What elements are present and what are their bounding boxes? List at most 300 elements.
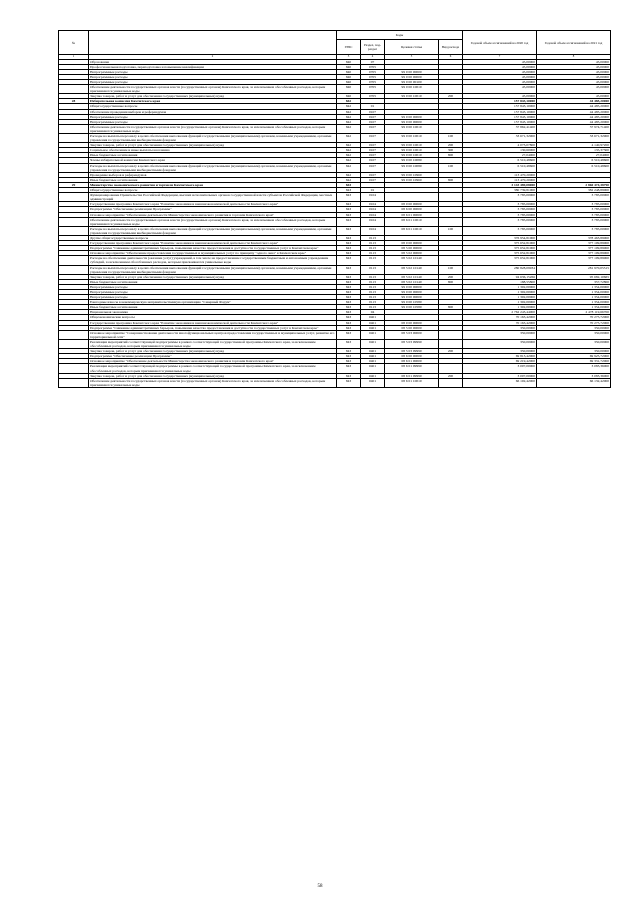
row-amount-2020: 45,00000 <box>463 64 537 69</box>
row-amount-2020: 157 843,10000 <box>463 119 537 124</box>
row-amount-2021: 135,37300 <box>537 148 611 153</box>
row-razdel: 0107 <box>361 153 385 158</box>
row-grbs: 842 <box>337 109 361 114</box>
row-amount-2021: 45,00000 <box>537 64 611 69</box>
row-expense-type: 800 <box>439 305 463 310</box>
row-expense-type <box>439 330 463 339</box>
row-expense-type: 200 <box>439 94 463 99</box>
row-target-article <box>385 193 439 202</box>
row-number <box>59 134 89 143</box>
row-name: Проведение выборов и референдумов <box>89 172 337 177</box>
row-grbs: 842 <box>337 148 361 153</box>
row-amount-2021: 37 974,71400 <box>537 124 611 133</box>
row-target-article: 99 0 00 00000 <box>385 290 439 295</box>
row-amount-2021: 1 354,00000 <box>537 300 611 305</box>
row-name: Основное мероприятие "Обеспечение деятельности Министерства экономического развития и торговли Камчатского края" <box>89 212 337 217</box>
row-amount-2021: 3 785,00000 <box>537 212 611 217</box>
row-amount-2021: 1 354,00000 <box>537 290 611 295</box>
row-number <box>59 226 89 235</box>
row-amount-2021: 69 331,72000 <box>537 359 611 364</box>
row-grbs: 840 <box>337 74 361 79</box>
row-grbs: 843 <box>337 241 361 246</box>
row-number <box>59 378 89 387</box>
row-amount-2020: 4 073,07800 <box>463 143 537 148</box>
row-expense-type: 300 <box>439 148 463 153</box>
row-name: Обеспечение деятельности государственных органов власти (государственных органов) Камчатского края, за исключением обособленных расходов, которым присваиваются уникальные коды <box>89 85 337 94</box>
row-amount-2021: 70 275,72000 <box>537 315 611 320</box>
row-name: Закупка товаров, работ и услуг для обеспечения государственных (муниципальных) нужд <box>89 274 337 279</box>
row-amount-2020: 350,00000 <box>463 339 537 348</box>
row-grbs: 842 <box>337 134 361 143</box>
row-amount-2021: 357,72800 <box>537 279 611 284</box>
row-amount-2021: 45,00000 <box>537 69 611 74</box>
row-amount-2020: 1 302,00000 <box>463 305 537 310</box>
row-number <box>59 217 89 226</box>
row-number <box>59 256 89 265</box>
table-row <box>59 163 611 172</box>
row-razdel: 0107 <box>361 114 385 119</box>
row-razdel: 0401 <box>361 330 385 339</box>
table-row <box>59 134 611 143</box>
row-razdel: 0113 <box>361 279 385 284</box>
row-amount-2021: 70 275,72000 <box>537 320 611 325</box>
row-amount-2020: 69 219,42000 <box>463 359 537 364</box>
row-target-article: 99 0 00 10010 <box>385 148 439 153</box>
row-amount-2020: 37 862,41400 <box>463 124 537 133</box>
row-expense-type <box>439 364 463 373</box>
row-amount-2021: 350,00000 <box>537 330 611 339</box>
row-name: Непрограммные расходы <box>89 295 337 300</box>
row-razdel: 0107 <box>361 143 385 148</box>
row-amount-2021: 1 354,00000 <box>537 305 611 310</box>
row-amount-2021: 377 109,89000 <box>537 256 611 265</box>
row-razdel: 0107 <box>361 119 385 124</box>
row-grbs: 843 <box>337 373 361 378</box>
row-amount-2020: 375 652,81000 <box>463 241 537 246</box>
column-index: 8 <box>537 55 611 60</box>
header-grbs: ГРБС <box>337 40 361 55</box>
table-row <box>59 265 611 274</box>
row-expense-type: 200 <box>439 143 463 148</box>
row-amount-2021: 377 109,89000 <box>537 246 611 251</box>
row-name: Расходы на выплаты персоналу в целях обеспечения выполнения функций государственными (муниципальными) органами, казенными учреждениями, органами управления государственными внебюджетными фондами <box>89 265 337 274</box>
row-number <box>59 330 89 339</box>
table-row <box>59 85 611 94</box>
row-razdel: 0104 <box>361 217 385 226</box>
row-amount-2020: 3 785,00000 <box>463 226 537 235</box>
row-razdel: 0104 <box>361 226 385 235</box>
row-grbs: 840 <box>337 94 361 99</box>
row-target-article: 08 0 00 00000 <box>385 241 439 246</box>
row-razdel: 0705 <box>361 64 385 69</box>
row-grbs: 843 <box>337 284 361 289</box>
row-name: Иные бюджетные ассигнования <box>89 153 337 158</box>
row-amount-2020: 3 143 489,08000 <box>463 182 537 187</box>
row-grbs: 843 <box>337 256 361 265</box>
row-grbs: 842 <box>337 124 361 133</box>
row-grbs: 843 <box>337 207 361 212</box>
row-grbs: 842 <box>337 177 361 182</box>
row-amount-2020: 157 843,10000 <box>463 109 537 114</box>
row-target-article: 08 5 00 00000 <box>385 246 439 251</box>
row-razdel: 0107 <box>361 148 385 153</box>
row-grbs: 843 <box>337 320 361 325</box>
table-row <box>59 330 611 339</box>
row-grbs: 843 <box>337 310 361 315</box>
column-index: 7 <box>463 55 537 60</box>
table-body <box>59 59 611 387</box>
row-amount-2020: 157 843,10000 <box>463 114 537 119</box>
row-expense-type <box>439 193 463 202</box>
row-name: Закупка товаров, работ и услуг для обеспечения государственных (муниципальных) нужд <box>89 94 337 99</box>
row-target-article: 99 0 00 10080 <box>385 163 439 172</box>
row-number <box>59 85 89 94</box>
row-razdel: 0113 <box>361 284 385 289</box>
header-stat: Целевая статья <box>385 40 439 55</box>
row-amount-2021: 3 785,00000 <box>537 207 611 212</box>
row-amount-2021: 3 083,36000 <box>537 364 611 373</box>
row-grbs: 843 <box>337 226 361 235</box>
table-row <box>59 193 611 202</box>
row-amount-2021: 378 463,89000 <box>537 235 611 240</box>
row-grbs: 843 <box>337 279 361 284</box>
row-amount-2021: 44 485,20000 <box>537 99 611 104</box>
row-amount-2021: 350,00000 <box>537 339 611 348</box>
row-target-article: 99 0 00 10580 <box>385 300 439 305</box>
row-amount-2020: 350,00000 <box>463 330 537 339</box>
row-number <box>59 124 89 133</box>
row-amount-2021: 3 083,36000 <box>537 373 611 378</box>
row-grbs: 842 <box>337 119 361 124</box>
row-name: Члены избирательной комиссии Камчатского края <box>89 158 337 163</box>
row-amount-2021: 6 510,48600 <box>537 158 611 163</box>
row-grbs: 843 <box>337 193 361 202</box>
row-amount-2021: 350,00000 <box>537 349 611 354</box>
row-grbs: 843 <box>337 235 361 240</box>
row-target-article: 08 6 01 00000 <box>385 359 439 364</box>
row-target-article: 08 6 01 09990 <box>385 364 439 373</box>
row-name: Непрограммные расходы <box>89 79 337 84</box>
row-name: Непрограммные расходы <box>89 74 337 79</box>
row-grbs: 842 <box>337 153 361 158</box>
row-amount-2020: 33 671,32900 <box>463 134 537 143</box>
row-amount-2021: 45,00000 <box>537 59 611 64</box>
row-expense-type <box>439 256 463 265</box>
row-amount-2021: 1 354,00000 <box>537 284 611 289</box>
header-2020: Годовой объем ассигнований на 2020 год <box>463 31 537 55</box>
row-target-article: 99 0 00 10010 <box>385 94 439 99</box>
row-number <box>59 163 89 172</box>
row-amount-2020: 3 007,00000 <box>463 364 537 373</box>
table-row <box>59 339 611 348</box>
row-grbs: 843 <box>337 364 361 373</box>
row-razdel: 0705 <box>361 74 385 79</box>
row-amount-2021: 27,04000 <box>537 153 611 158</box>
row-amount-2021: 2 478 119,66700 <box>537 310 611 315</box>
row-amount-2021: 66 132,42000 <box>537 378 611 387</box>
row-grbs: 843 <box>337 290 361 295</box>
row-amount-2020: 350,00000 <box>463 349 537 354</box>
row-amount-2020: 3 785,00000 <box>463 217 537 226</box>
header-codes: Коды <box>337 31 463 40</box>
row-razdel: 07 <box>361 59 385 64</box>
row-grbs: 842 <box>337 104 361 109</box>
row-name: Расходы на выплаты персоналу в целях обеспечения выполнения функций государственными (муниципальными) органами, казенными учреждениями, органами управления государственными внебюджетными фондами <box>89 226 337 235</box>
row-number <box>59 364 89 373</box>
row-razdel: 0113 <box>361 235 385 240</box>
row-name: Иные бюджетные ассигнования <box>89 177 337 182</box>
row-grbs: 843 <box>337 295 361 300</box>
row-amount-2020: 45,00000 <box>463 94 537 99</box>
row-amount-2021: 44 485,20000 <box>537 109 611 114</box>
row-name: Иные бюджетные ассигнования <box>89 305 337 310</box>
row-amount-2020: 45,00000 <box>463 69 537 74</box>
row-grbs: 843 <box>337 359 361 364</box>
row-target-article: 08 5 02 10140 <box>385 279 439 284</box>
row-amount-2020: 45,00000 <box>463 85 537 94</box>
row-target-article: 99 0 00 00000 <box>385 74 439 79</box>
row-razdel: 0401 <box>361 378 385 387</box>
row-amount-2021: 69 925,72000 <box>537 354 611 359</box>
row-razdel: 0705 <box>361 85 385 94</box>
row-grbs: 843 <box>337 202 361 207</box>
row-target-article: 08 6 00 00000 <box>385 354 439 359</box>
row-amount-2020: 376 954,81000 <box>463 235 537 240</box>
row-amount-2021: 45,00000 <box>537 79 611 84</box>
row-amount-2020: 157 843,10000 <box>463 104 537 109</box>
row-target-article: 08 5 02 00000 <box>385 251 439 256</box>
column-index: 2 <box>89 55 337 60</box>
row-grbs: 842 <box>337 114 361 119</box>
row-name: Непрограммные расходы <box>89 119 337 124</box>
row-amount-2020: 45,00000 <box>463 79 537 84</box>
row-name: Расходы на обеспечение деятельности (оказание услуг) учреждений, в том числе на предоставление государственным бюджетным и автономным учреждениям субсидий, за исключением обособленных расходов, которым присваиваются уникальные коды <box>89 256 337 265</box>
budget-table-sheet <box>58 30 610 388</box>
row-name: Закупка товаров, работ и услуг для обеспечения государственных (муниципальных) нужд <box>89 143 337 148</box>
row-razdel: 0113 <box>361 274 385 279</box>
row-grbs: 843 <box>337 378 361 387</box>
row-grbs: 842 <box>337 143 361 148</box>
row-target-article: 08 0 00 00000 <box>385 202 439 207</box>
row-name: Подпрограмма "Снижение административных барьеров, повышение качества предоставления и доступности государственных услуг в Камчатском крае" <box>89 325 337 330</box>
row-grbs: 843 <box>337 330 361 339</box>
header-num: № <box>59 31 89 55</box>
row-amount-2020: 1 302,00000 <box>463 284 537 289</box>
row-name: Реализация мероприятий соответствующей подпрограммы в рамках соответствующей государственной программы Камчатского края, за исключением обособленных расходов, которым присваиваются уникальные коды <box>89 339 337 348</box>
row-name: Подпрограмма "Обеспечение реализации Программы" <box>89 354 337 359</box>
row-razdel: 0113 <box>361 300 385 305</box>
row-name: Другие общегосударственные вопросы <box>89 235 337 240</box>
row-razdel: 0104 <box>361 207 385 212</box>
row-grbs: 843 <box>337 305 361 310</box>
row-name: Основное мероприятие "Совершенствование деятельности многофункциональных центров предоставления государственных и муниципальных услуг, развитие его территориальной сети" <box>89 330 337 339</box>
row-amount-2020: 3 785,00000 <box>463 212 537 217</box>
row-name: Социальное обеспечение и иные выплаты населению <box>89 148 337 153</box>
row-amount-2020: 45,00000 <box>463 59 537 64</box>
row-razdel: 0107 <box>361 177 385 182</box>
row-grbs: 842 <box>337 158 361 163</box>
row-name: Ежегодные взносы в некоммерческую неправительственную организацию "Северный Форум" <box>89 300 337 305</box>
row-name: Государственная программа Камчатского края "Развитие экономики и внешнеэкономической деятельности Камчатского края" <box>89 202 337 207</box>
row-target-article: 08 6 01 10010 <box>385 378 439 387</box>
row-grbs: 840 <box>337 59 361 64</box>
row-razdel: 0107 <box>361 109 385 114</box>
row-name: Обеспечение проведения выборов и референдумов <box>89 109 337 114</box>
row-number: 29 <box>59 182 89 187</box>
table-row <box>59 217 611 226</box>
row-grbs: 842 <box>337 172 361 177</box>
row-target-article: 99 0 00 10960 <box>385 172 439 177</box>
row-amount-2020: 3 785,00000 <box>463 207 537 212</box>
row-name: Общегосударственные вопросы <box>89 104 337 109</box>
row-razdel: 0401 <box>361 315 385 320</box>
row-amount-2020: 3 785,00000 <box>463 193 537 202</box>
row-target-article: 08 6 01 09990 <box>385 373 439 378</box>
row-amount-2020: 6 510,48600 <box>463 158 537 163</box>
row-expense-type <box>439 85 463 94</box>
row-name: Расходы на выплаты персоналу в целях обеспечения выполнения функций государственными (муниципальными) органами, казенными учреждениями, органами управления государственными внебюджетными фондами <box>89 163 337 172</box>
row-amount-2020: 3 007,00000 <box>463 373 537 378</box>
row-target-article: 99 0 00 00000 <box>385 119 439 124</box>
row-expense-type: 800 <box>439 279 463 284</box>
row-amount-2020: 1 302,00000 <box>463 300 537 305</box>
row-name: Иные бюджетные ассигнования <box>89 279 337 284</box>
row-amount-2021: 45,00000 <box>537 74 611 79</box>
row-target-article: 08 6 01 10010 <box>385 217 439 226</box>
row-expense-type: 200 <box>439 373 463 378</box>
row-razdel: 0401 <box>361 320 385 325</box>
row-razdel: 0113 <box>361 241 385 246</box>
row-target-article: 99 0 00 10010 <box>385 134 439 143</box>
row-expense-type <box>439 339 463 348</box>
row-amount-2020: 380 739,81000 <box>463 188 537 193</box>
row-amount-2021: 44 485,20000 <box>537 119 611 124</box>
row-amount-2021: 95 682,10665 <box>537 274 611 279</box>
row-name: Общегосударственные вопросы <box>89 188 337 193</box>
row-razdel: 0401 <box>361 325 385 330</box>
row-grbs: 843 <box>337 354 361 359</box>
header-2021: Годовой объем ассигнований на 2021 год <box>537 31 611 55</box>
row-target-article: 99 0 00 10960 <box>385 177 439 182</box>
row-razdel: 0401 <box>361 364 385 373</box>
row-amount-2021: 1 354,00000 <box>537 295 611 300</box>
row-razdel: 0113 <box>361 265 385 274</box>
row-amount-2020: 113 470,20000 <box>463 172 537 177</box>
row-name: Реализация мероприятий соответствующей подпрограммы в рамках соответствующей государственной программы Камчатского края, за исключением обособленных расходов, которым присваиваются уникальные коды <box>89 364 337 373</box>
row-razdel: 0705 <box>361 69 385 74</box>
row-target-article: 08 6 01 10010 <box>385 226 439 235</box>
row-razdel: 04 <box>361 310 385 315</box>
row-amount-2020: 350,00000 <box>463 325 537 330</box>
row-target-article: 99 0 00 10010 <box>385 124 439 133</box>
row-amount-2021: 281 970,05515 <box>537 265 611 274</box>
row-target-article: 99 0 00 00000 <box>385 114 439 119</box>
row-target-article: 08 5 03 09990 <box>385 339 439 348</box>
row-amount-2020: 66 102,42000 <box>463 378 537 387</box>
row-amount-2020: 157 843,10000 <box>463 99 537 104</box>
row-amount-2020: 70 163,42000 <box>463 320 537 325</box>
row-amount-2021: 4 140,97200 <box>537 143 611 148</box>
row-target-article: 08 6 00 00000 <box>385 207 439 212</box>
row-amount-2021: 45,00000 <box>537 94 611 99</box>
row-amount-2020: 375 652,81000 <box>463 246 537 251</box>
row-amount-2021: 45,00000 <box>537 85 611 94</box>
row-amount-2020: 27,04000 <box>463 153 537 158</box>
column-index: 6 <box>439 55 463 60</box>
row-razdel: 01 <box>361 188 385 193</box>
row-amount-2021: 6 510,48600 <box>537 163 611 172</box>
row-number: 28 <box>59 99 89 104</box>
row-number <box>59 193 89 202</box>
budget-table <box>58 30 611 388</box>
row-grbs: 843 <box>337 300 361 305</box>
row-amount-2021: 350,00000 <box>537 325 611 330</box>
row-target-article: 08 5 02 10140 <box>385 265 439 274</box>
row-name: Непрограммные расходы <box>89 284 337 289</box>
row-amount-2020: 113 470,20000 <box>463 177 537 182</box>
row-target-article: 08 0 00 00000 <box>385 320 439 325</box>
row-target-article: 99 0 00 10010 <box>385 143 439 148</box>
row-name: Непрограммные расходы <box>89 114 337 119</box>
column-index: 4 <box>361 55 385 60</box>
row-razdel: 0104 <box>361 193 385 202</box>
row-grbs: 842 <box>337 99 361 104</box>
row-amount-2020: 1 302,00000 <box>463 295 537 300</box>
header-name <box>89 31 337 55</box>
row-number <box>59 265 89 274</box>
row-name: Подпрограмма "Снижение административных барьеров, повышение качества предоставления и доступности государственных услуг в Камчатском крае" <box>89 246 337 251</box>
row-razdel: 0107 <box>361 163 385 172</box>
row-amount-2020: 2 762 243,44000 <box>463 310 537 315</box>
row-name: Обеспечение деятельности государственных органов власти (государственных органов) Камчатского края, за исключением обособленных расходов, которым присваиваются уникальные коды <box>89 378 337 387</box>
row-amount-2021: 3 785,00000 <box>537 217 611 226</box>
row-name: Национальная экономика <box>89 310 337 315</box>
row-name: Закупка товаров, работ и услуг для обеспечения государственных (муниципальных) нужд <box>89 349 337 354</box>
row-target-article: 99 0 00 10080 <box>385 158 439 163</box>
row-grbs: 843 <box>337 339 361 348</box>
row-number <box>59 339 89 348</box>
row-razdel: 0107 <box>361 172 385 177</box>
row-amount-2021: 377 109,89000 <box>537 241 611 246</box>
row-razdel: 0107 <box>361 134 385 143</box>
row-name: Основное мероприятие "Обеспечение предоставления государственных и муниципальных услуг по принципу "одного окна" в Камчатском крае" <box>89 251 337 256</box>
row-grbs: 843 <box>337 217 361 226</box>
row-name: Основное мероприятие "Обеспечение деятельности Министерства экономического развития и торговли Камчатского края" <box>89 359 337 364</box>
row-amount-2020: 45,00000 <box>463 74 537 79</box>
row-razdel: 0107 <box>361 158 385 163</box>
header-vid: Вид расхода <box>439 40 463 55</box>
row-razdel: 0401 <box>361 349 385 354</box>
row-razdel: 0401 <box>361 339 385 348</box>
row-grbs: 843 <box>337 251 361 256</box>
row-grbs: 843 <box>337 212 361 217</box>
row-target-article: 08 5 02 10140 <box>385 256 439 265</box>
row-expense-type <box>439 217 463 226</box>
row-grbs: 843 <box>337 274 361 279</box>
row-grbs: 840 <box>337 85 361 94</box>
row-amount-2021: 377 109,89000 <box>537 251 611 256</box>
row-razdel: 0104 <box>361 202 385 207</box>
row-amount-2020: 94 636,15266 <box>463 274 537 279</box>
row-amount-2020: 280 828,09934 <box>463 265 537 274</box>
table-row <box>59 226 611 235</box>
row-amount-2020: 375 652,81000 <box>463 256 537 265</box>
table-row <box>59 364 611 373</box>
row-amount-2021: 44 485,20000 <box>537 114 611 119</box>
row-target-article: 99 0 00 10010 <box>385 153 439 158</box>
row-grbs: 842 <box>337 163 361 172</box>
row-expense-type: 100 <box>439 226 463 235</box>
